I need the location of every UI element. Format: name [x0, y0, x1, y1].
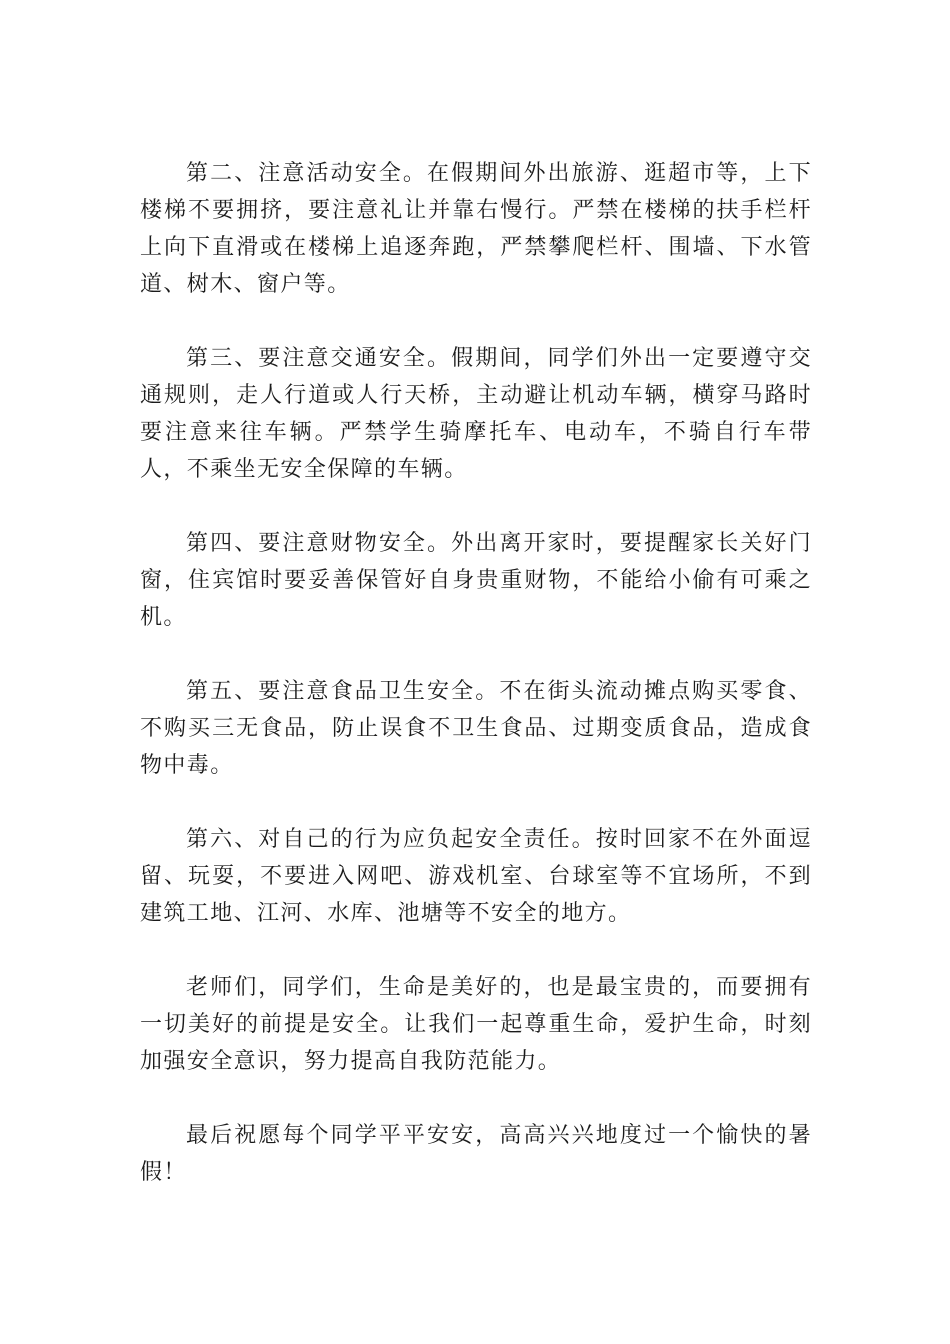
paragraph-closing-remarks: 老师们，同学们，生命是美好的，也是最宝贵的，而要拥有一切美好的前提是安全。让我们一起尊重生命，爱护生命，时刻加强安全意识，努力提高自我防范能力。 [140, 975, 812, 1074]
paragraph-food-safety: 第五、要注意食品卫生安全。不在街头流动摊点购买零食、不购买三无食品，防止误食不卫生食品、过期变质食品，造成食物中毒。 [140, 679, 812, 778]
paragraph-final-wishes: 最后祝愿每个同学平平安安，高高兴兴地度过一个愉快的暑假！ [140, 1123, 812, 1185]
document-body [140, 155, 812, 1191]
paragraph-activity-safety: 第二、注意活动安全。在假期间外出旅游、逛超市等，上下楼梯不要拥挤，要注意礼让并靠右慢行。严禁在楼梯的扶手栏杆上向下直滑或在楼梯上追逐奔跑，严禁攀爬栏杆、围墙、下水管道、树木、窗户等。 [140, 161, 812, 297]
paragraph-traffic-safety: 第三、要注意交通安全。假期间，同学们外出一定要遵守交通规则，走人行道或人行天桥，主动避让机动车辆，横穿马路时要注意来往车辆。严禁学生骑摩托车、电动车，不骑自行车带人，不乘坐无安全保障的车辆。 [140, 346, 812, 482]
paragraph-property-safety: 第四、要注意财物安全。外出离开家时，要提醒家长关好门窗，住宾馆时要妥善保管好自身贵重财物，不能给小偷有可乘之机。 [140, 531, 812, 630]
paragraph-personal-responsibility: 第六、对自己的行为应负起安全责任。按时回家不在外面逗留、玩耍，不要进入网吧、游戏机室、台球室等不宜场所，不到建筑工地、江河、水库、池塘等不安全的地方。 [140, 827, 812, 926]
